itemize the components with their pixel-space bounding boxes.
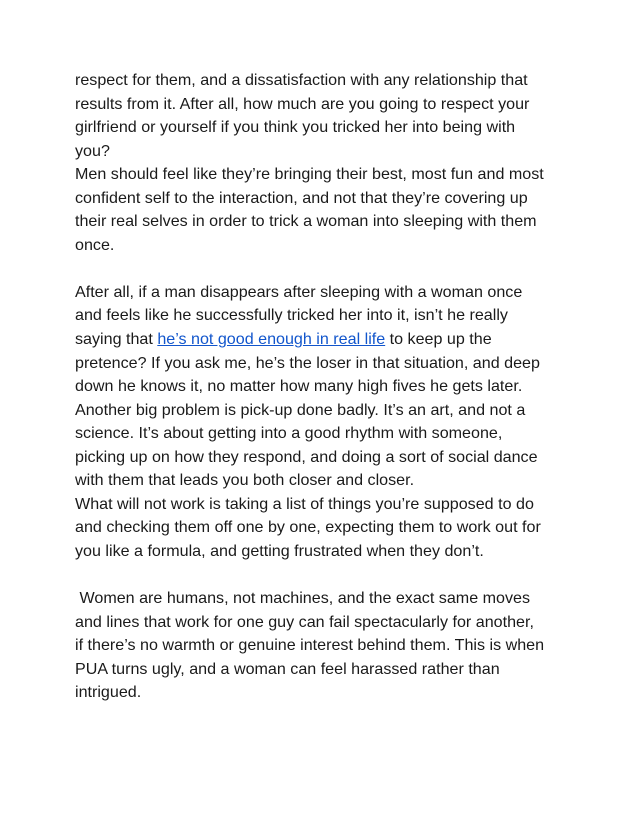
text-line-with-link [75, 328, 575, 352]
text-line: and lines that work for one guy can fail spectacularly for another, [75, 612, 534, 631]
text-line: Another big problem is pick-up done badly. It’s an art, and not a [75, 400, 526, 419]
text-line: pretence? If you ask me, he’s the loser in that situation, and deep [75, 353, 540, 372]
text-line: with them that leads you both closer and closer. [75, 471, 415, 490]
paragraph-spacer [75, 563, 575, 587]
text-line: PUA turns ugly, and a woman can feel harassed rather than [75, 659, 500, 678]
text-line: and checking them off one by one, expecting them to work out for [75, 518, 541, 537]
paragraph-spacer [75, 257, 575, 281]
document-body [75, 69, 575, 705]
text-line: Women are humans, not machines, and the exact same moves [75, 589, 531, 608]
text-line: results from it. After all, how much are you going to respect your [75, 94, 530, 113]
text-line: and feels like he successfully tricked her into it, isn’t he really [75, 306, 508, 325]
text-line: respect for them, and a dissatisfaction with any relationship that [75, 71, 528, 89]
text-line: girlfriend or yourself if you think you tricked her into being with [75, 118, 516, 137]
text-line: science. It’s about getting into a good rhythm with someone, [75, 424, 503, 443]
link-prefix-text: saying that [75, 330, 158, 349]
text-line: Men should feel like they’re bringing their best, most fun and most [75, 165, 544, 184]
text-line: picking up on how they respond, and doing a sort of social dance [75, 447, 538, 466]
text-line: once. [75, 235, 115, 254]
text-line: intrigued. [75, 683, 142, 702]
text-line: After all, if a man disappears after sleeping with a woman once [75, 282, 523, 301]
text-line: you? [75, 141, 110, 160]
text-line: down he knows it, no matter how many high fives he gets later. [75, 377, 523, 396]
paragraph-1 [75, 69, 575, 257]
text-line: if there’s no warmth or genuine interest behind them. This is when [75, 636, 545, 655]
paragraph-3 [75, 587, 575, 705]
link-suffix-text: to keep up the [385, 330, 492, 349]
article-link[interactable]: he’s not good enough in real life [157, 330, 386, 349]
text-line: you like a formula, and getting frustrated when they don’t. [75, 541, 484, 560]
text-line: confident self to the interaction, and not that they’re covering up [75, 188, 528, 207]
text-line: their real selves in order to trick a woman into sleeping with them [75, 212, 537, 231]
paragraph-2 [75, 281, 575, 564]
text-line: What will not work is taking a list of things you’re supposed to do [75, 494, 534, 513]
